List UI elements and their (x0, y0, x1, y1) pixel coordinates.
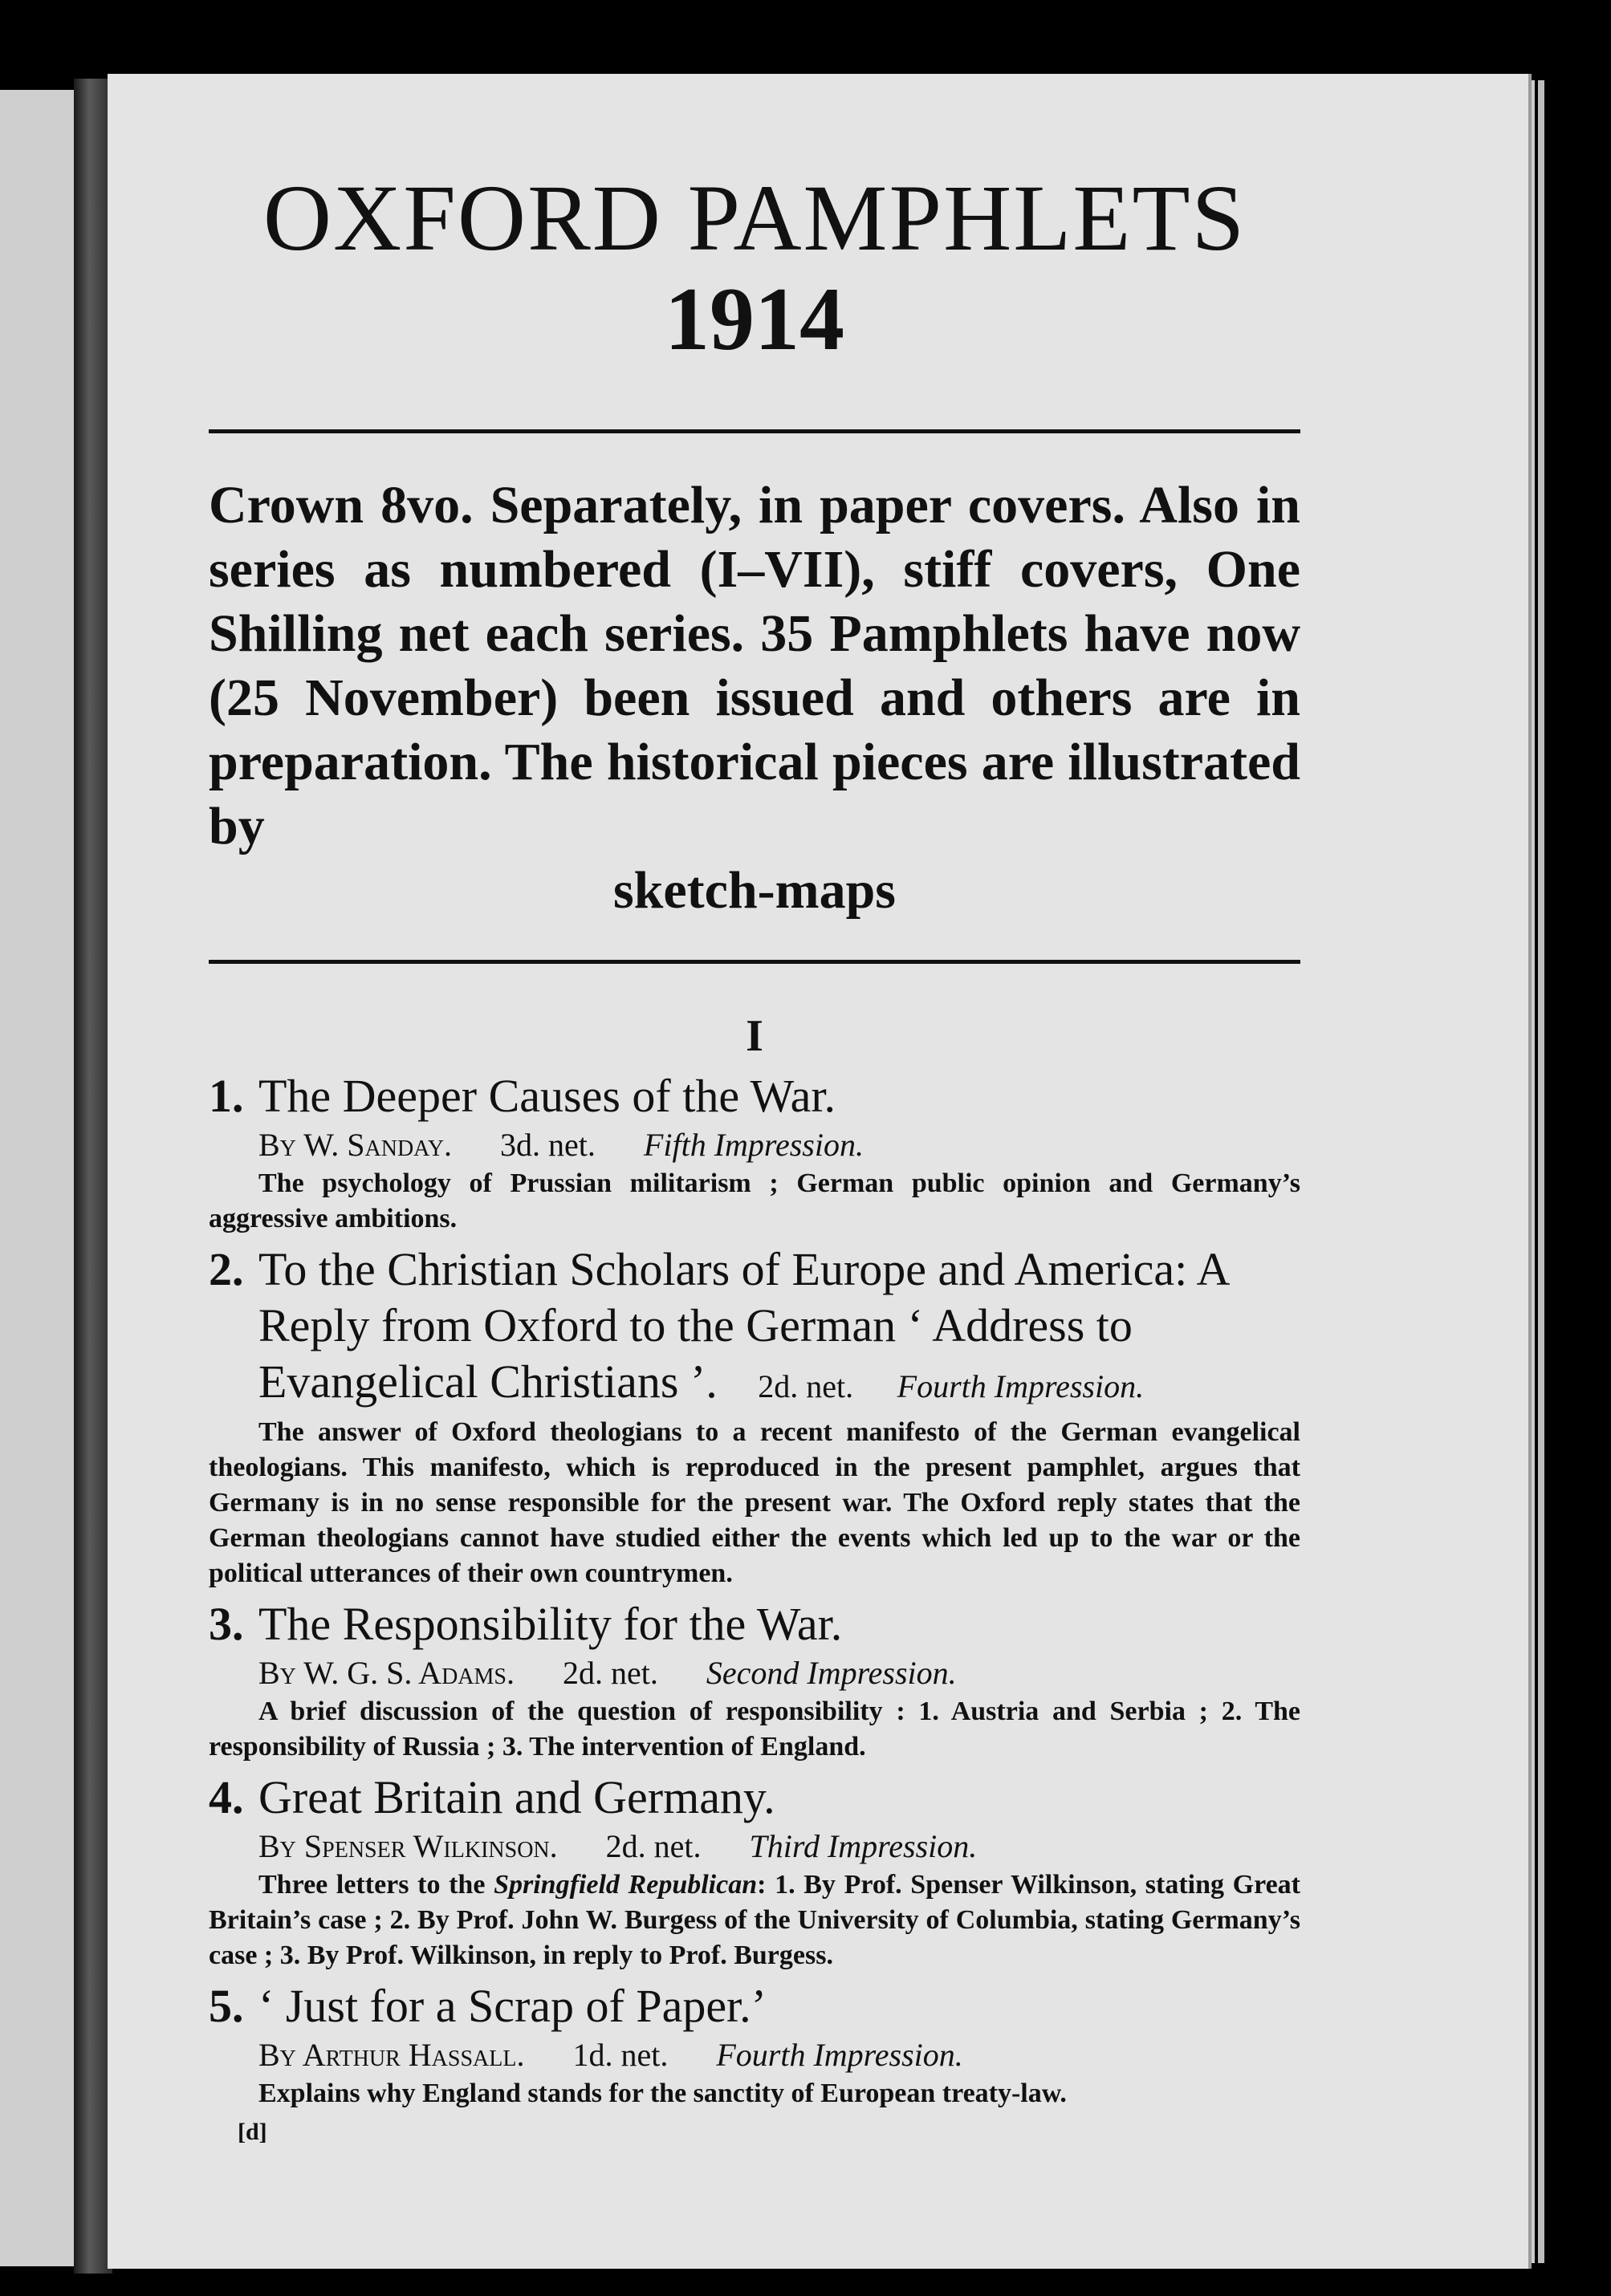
entry-number: 3. (209, 1598, 244, 1651)
divider (209, 960, 1300, 964)
entry-number: 5. (209, 1980, 244, 2033)
entry-number: 4. (209, 1771, 244, 1824)
entry-price: 3d. net. (500, 1127, 596, 1164)
entry-byline (209, 1826, 1300, 1867)
pamphlet-entry (209, 1978, 1300, 2111)
entry-impression: Fourth Impression. (897, 1368, 1145, 1405)
entry-price: 2d. net. (605, 1828, 702, 1865)
entry-author: By Arthur Hassall. (258, 2037, 525, 2074)
page-content (209, 165, 1301, 2116)
entry-number: 2. (209, 1243, 244, 1296)
entry-description: A brief discussion of the question of responsibility : 1. Austria and Serbia ; 2. The responsibility of Russia ; 3. The intervention of England. (209, 1697, 1300, 1762)
entry-impression: Fifth Impression. (643, 1127, 864, 1164)
newspaper-title: Springfield Republican (494, 1870, 758, 1900)
entry-author: By Spenser Wilkinson. (258, 1828, 558, 1865)
entry-title: Great Britain and Germany. (258, 1771, 775, 1824)
entry-title: ‘ Just for a Scrap of Paper.’ (258, 1980, 767, 2033)
page-edge-stack (1538, 80, 1544, 2263)
entry-number: 1. (209, 1070, 244, 1123)
intro-last-line: sketch-maps (612, 861, 896, 920)
series-number: I (746, 1011, 763, 1062)
book-gutter (74, 79, 112, 2274)
entry-author: By W. G. S. Adams. (258, 1655, 515, 1692)
divider (209, 429, 1300, 433)
entry-description (209, 1867, 1300, 1973)
page-title: OXFORD PAMPHLETS (262, 165, 1247, 270)
entry-description: Explains why England stands for the sanctity of European treaty-law. (258, 2079, 1067, 2109)
entry-description-body: : 1. By Prof. Spenser Wilkinson, stating Great Britain’s case ; 2. By Prof. John W. Burgess of the University of Columbia, stating Germany’s case ; 3. By Prof. Wilkinson, in reply to Prof. Burgess. (209, 1870, 1301, 1971)
entry-title: The Deeper Causes of the War. (258, 1070, 836, 1123)
entry-title: The Responsibility for the War. (258, 1598, 843, 1651)
entry-author: By W. Sanday. (258, 1127, 453, 1164)
entry-title: To the Christian Scholars of Europe and America: A Reply from Oxford to the German ‘ Address to Evangelical Christians ’. (258, 1243, 1228, 1408)
entry-byline (209, 1124, 1300, 1166)
entry-price: 1d. net. (572, 2037, 669, 2074)
entry-byline (209, 1652, 1300, 1694)
intro-paragraph (209, 473, 1300, 923)
pamphlet-entry (209, 1770, 1300, 1973)
entry-description: The psychology of Prussian militarism ; German public opinion and Germany’s aggressive ambitions. (209, 1168, 1300, 1234)
entry-description: The answer of Oxford theologians to a recent manifesto of the German evangelical theologians. This manifesto, which is reproduced in the present pamphlet, argues that Germany is in no sense responsible for the present war. The Oxford reply states that the German theologians cannot have studied either the events which led up to the war or the political utterances of their own countrymen. (209, 1417, 1300, 1589)
page-year: 1914 (665, 269, 844, 369)
signature-mark: [d] (238, 2119, 267, 2145)
intro-text: Crown 8vo. Separately, in paper covers. Also in series as numbered (I–VII), stiff covers, One Shilling net each series. 35 Pamphlets have now (25 November) been issued and others are in preparation. The historical pieces are illustrated by (209, 476, 1300, 856)
pamphlet-entry (209, 1596, 1300, 1765)
pamphlet-entry (209, 1068, 1300, 1237)
pamphlet-entry (209, 1241, 1300, 1591)
entry-byline (209, 2034, 1300, 2076)
entry-price: 2d. net. (562, 1655, 658, 1692)
entry-description-lead: Three letters to the (258, 1870, 494, 1900)
entry-price: 2d. net. (758, 1368, 854, 1405)
entry-impression: Second Impression. (706, 1655, 957, 1692)
entry-impression: Fourth Impression. (716, 2037, 963, 2074)
entry-impression: Third Impression. (749, 1828, 978, 1865)
